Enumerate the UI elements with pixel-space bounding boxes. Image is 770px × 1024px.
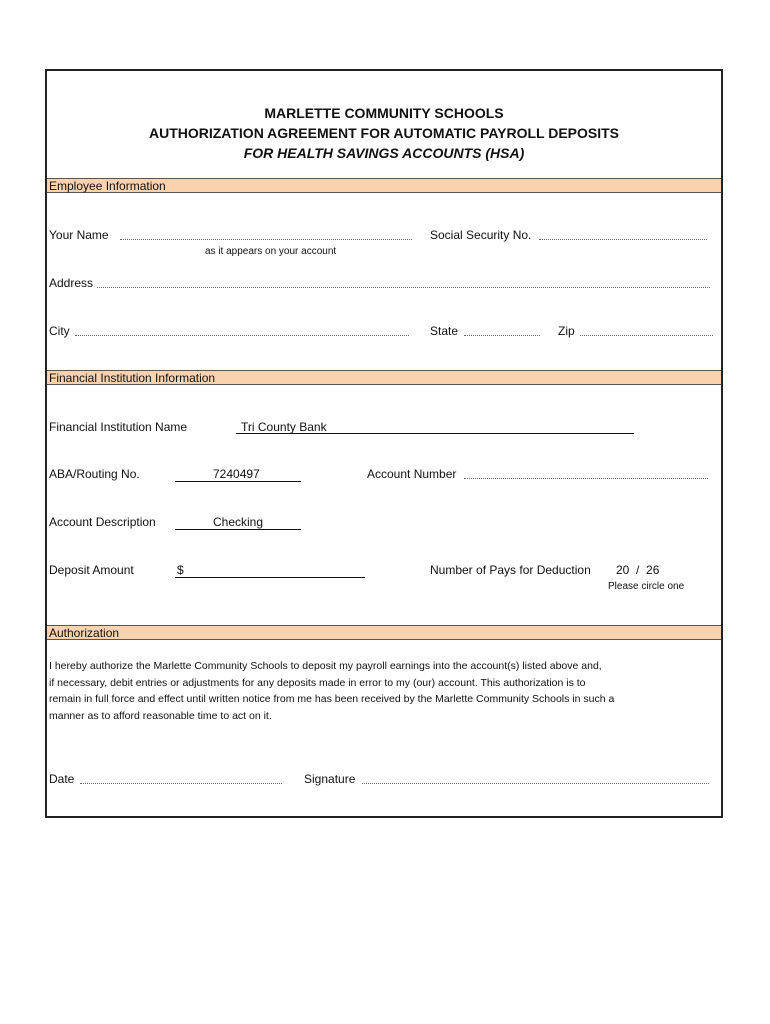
form-title-heading: AUTHORIZATION AGREEMENT FOR AUTOMATIC PAYROLL DEPOSITS [148,125,620,141]
pays-for-deduction-label: Number of Pays for Deduction [430,563,591,577]
pays-options[interactable]: 20 / 26 [616,563,660,577]
signature-field[interactable] [362,783,709,784]
state-label: State [430,324,459,338]
authorization-text-line: remain in full force and effect until written notice from me has been received by the Marlette Community Schools in such a [49,693,615,705]
deposit-amount-field[interactable] [175,577,365,578]
section-authorization: Authorization [47,625,721,640]
ssn-label: Social Security No. [430,228,532,242]
city-label: City [49,324,70,338]
aba-routing-field[interactable] [175,481,301,482]
account-description-value: Checking [213,515,264,529]
your-name-hint: as it appears on your account [205,246,337,257]
aba-routing-label: ABA/Routing No. [49,467,140,481]
zip-field[interactable] [580,335,713,336]
form-subtitle-heading: FOR HEALTH SAVINGS ACCOUNTS (HSA) [243,145,525,161]
authorization-text-line: manner as to afford reasonable time to act on it. [49,709,272,722]
deposit-amount-label: Deposit Amount [49,563,134,577]
institution-name-field[interactable] [236,433,634,434]
state-field[interactable] [464,335,540,336]
authorization-text-line: I hereby authorize the Marlette Community Schools to deposit my payroll earnings into the account(s) listed above and, [49,660,602,672]
aba-routing-value: 7240497 [213,467,260,481]
your-name-field[interactable] [120,239,412,240]
section-financial-institution: Financial Institution Information [47,370,721,385]
your-name-label: Your Name [49,228,109,242]
authorization-text-line: if necessary, debit entries or adjustments for any deposits made in error to my (our) account. This authorization is to [49,676,586,689]
city-field[interactable] [75,335,409,336]
pays-hint: Please circle one [608,581,685,592]
date-field[interactable] [80,783,282,784]
deposit-currency-symbol: $ [177,563,184,577]
authorization-text [49,658,709,724]
institution-name-label: Financial Institution Name [49,420,188,434]
zip-label: Zip [558,324,575,338]
section-employee-information: Employee Information [47,178,721,193]
account-description-field[interactable] [175,529,301,530]
account-number-label: Account Number [367,467,457,481]
address-field[interactable] [97,287,710,288]
account-number-field[interactable] [464,478,708,479]
signature-label: Signature [304,772,356,786]
ssn-field[interactable] [539,239,707,240]
hsa-authorization-form [45,69,723,818]
date-label: Date [49,772,75,786]
account-description-label: Account Description [49,515,156,529]
address-label: Address [49,276,94,290]
institution-name-value: Tri County Bank [241,420,327,434]
school-name-heading: MARLETTE COMMUNITY SCHOOLS [264,105,504,121]
